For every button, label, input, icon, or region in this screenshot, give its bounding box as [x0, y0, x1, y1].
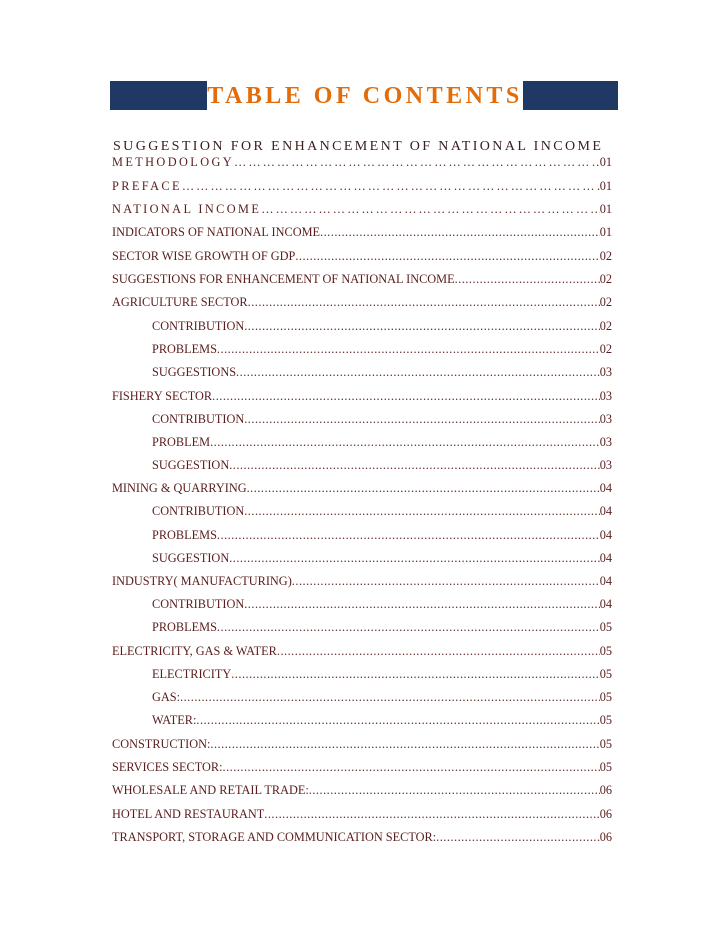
toc-page-number: 05: [599, 690, 612, 704]
page-title: TABLE OF CONTENTS: [207, 83, 523, 109]
dot-leader: [234, 154, 600, 170]
dot-leader: [231, 666, 599, 682]
toc-entry[interactable]: [112, 829, 612, 845]
toc-entry-label: CONTRIBUTION: [152, 504, 245, 518]
toc-entry[interactable]: [112, 573, 612, 589]
dot-leader: [217, 527, 600, 543]
toc-page-number: 02: [599, 249, 612, 263]
toc-entry-label: PREFACE: [112, 179, 182, 193]
dot-leader: [455, 271, 600, 287]
toc-subentry[interactable]: [152, 619, 612, 635]
toc-entry-label: PROBLEMS: [152, 620, 217, 634]
toc-entry-label: WATER:: [152, 713, 197, 727]
toc-page-number: 04: [599, 504, 612, 518]
toc-entry-label: CONTRIBUTION: [152, 597, 245, 611]
toc-page-number: 03: [599, 458, 612, 472]
toc-subentry[interactable]: [152, 411, 612, 427]
dot-leader: [182, 178, 600, 194]
dot-leader: [210, 736, 599, 752]
toc-entry[interactable]: [112, 806, 612, 822]
dot-leader: [217, 619, 600, 635]
toc-page-number: 05: [599, 737, 612, 751]
toc-page-number: 04: [599, 574, 612, 588]
toc-entry-label: FISHERY SECTOR: [112, 389, 213, 403]
toc-entry-label: HOTEL AND RESTAURANT: [112, 807, 265, 821]
dot-leader: [229, 550, 600, 566]
dot-leader: [436, 829, 600, 845]
toc-entry[interactable]: [112, 178, 612, 194]
toc-page-number: 05: [599, 644, 612, 658]
toc-subentry[interactable]: [152, 550, 612, 566]
toc-page-number: 02: [599, 319, 612, 333]
toc-page-number: 04: [599, 481, 612, 495]
dot-leader: [247, 480, 600, 496]
dot-leader: [292, 573, 600, 589]
toc-page-number: 02: [599, 295, 612, 309]
toc-page-number: 02: [599, 272, 612, 286]
title-band: [110, 81, 618, 110]
dot-leader: [248, 294, 600, 310]
toc-page-number: 05: [599, 620, 612, 634]
dot-leader: [295, 248, 599, 264]
toc-page-number: 01: [599, 155, 612, 169]
toc-entry-label: MINING & QUARRYING: [112, 481, 247, 495]
toc-page-number: 03: [599, 412, 612, 426]
toc-entry[interactable]: [112, 154, 612, 170]
dot-leader: [244, 318, 599, 334]
toc-entry-label: INDUSTRY( MANUFACTURING): [112, 574, 292, 588]
toc-entry[interactable]: [112, 782, 612, 798]
dot-leader: [223, 759, 600, 775]
toc-subentry[interactable]: [152, 689, 612, 705]
toc-entry-label: AGRICULTURE SECTOR: [112, 295, 248, 309]
toc-page-number: 01: [599, 202, 612, 216]
toc-entry-label: SUGGESTION: [152, 551, 230, 565]
toc-page-number: 01: [599, 225, 612, 239]
toc-entry-label: CONTRIBUTION: [152, 319, 245, 333]
dot-leader: [320, 224, 600, 240]
toc-page-number: 05: [599, 760, 612, 774]
toc-entry-label: PROBLEM: [152, 435, 211, 449]
toc-entry[interactable]: [112, 480, 612, 496]
dot-leader: [264, 806, 599, 822]
toc-entry-label: CONTRIBUTION: [152, 412, 245, 426]
dot-leader: [244, 596, 599, 612]
dot-leader: [277, 643, 600, 659]
toc-entry-label: PROBLEMS: [152, 342, 217, 356]
toc-page-number: 04: [599, 528, 612, 542]
toc-page-number: 05: [599, 713, 612, 727]
toc-subentry[interactable]: [152, 457, 612, 473]
toc-entry-label: CONSTRUCTION:: [112, 737, 211, 751]
toc-page-number: 01: [599, 179, 612, 193]
toc-entry-label: GAS:: [152, 690, 181, 704]
dot-leader: [210, 434, 600, 450]
toc-entry-label: SUGGESTIONS: [152, 365, 237, 379]
toc-subentry[interactable]: [152, 364, 612, 380]
toc-entry[interactable]: [112, 388, 612, 404]
dot-leader: [261, 201, 599, 217]
toc-page-number: 05: [599, 667, 612, 681]
dot-leader: [309, 782, 600, 798]
toc-entry-label: SUGGESTIONS FOR ENHANCEMENT OF NATIONAL INCOME: [112, 272, 455, 286]
toc-entry-label: TRANSPORT, STORAGE AND COMMUNICATION SECTOR:: [112, 830, 437, 844]
toc-subentry[interactable]: [152, 666, 612, 682]
toc-entry[interactable]: [112, 759, 612, 775]
toc-entry-label: METHODOLOGY: [112, 155, 235, 169]
toc-entry-label: SUGGESTION: [152, 458, 230, 472]
dot-leader: [217, 341, 600, 357]
document-subtitle: SUGGESTION FOR ENHANCEMENT OF NATIONAL INCOME: [113, 139, 604, 154]
toc-entry[interactable]: [112, 643, 612, 659]
toc-page-number: 04: [599, 551, 612, 565]
toc-entry[interactable]: [112, 224, 612, 240]
dot-leader: [229, 457, 600, 473]
toc-entry-label: PROBLEMS: [152, 528, 217, 542]
toc-entry-label: NATIONAL INCOME: [112, 202, 262, 216]
dot-leader: [244, 411, 599, 427]
toc-page-number: 04: [599, 597, 612, 611]
toc-entry-label: SECTOR WISE GROWTH OF GDP: [112, 249, 296, 263]
toc-subentry[interactable]: [152, 712, 612, 728]
dot-leader: [196, 712, 599, 728]
toc-entry[interactable]: [112, 271, 612, 287]
toc-page-number: 06: [599, 830, 612, 844]
dot-leader: [212, 388, 600, 404]
toc-entry[interactable]: [112, 294, 612, 310]
toc-subentry[interactable]: [152, 318, 612, 334]
toc-entry[interactable]: [112, 201, 612, 217]
toc-entry-label: ELECTRICITY: [152, 667, 232, 681]
toc-subentry[interactable]: [152, 341, 612, 357]
dot-leader: [244, 503, 599, 519]
dot-leader: [180, 689, 600, 705]
toc-page-number: 02: [599, 342, 612, 356]
toc-subentry[interactable]: [152, 434, 612, 450]
toc-page-number: 06: [599, 807, 612, 821]
toc-page-number: 06: [599, 783, 612, 797]
toc-entry-label: INDICATORS OF NATIONAL INCOME: [112, 225, 321, 239]
toc-page-number: 03: [599, 365, 612, 379]
toc-page-number: 03: [599, 435, 612, 449]
toc-subentry[interactable]: [152, 596, 612, 612]
toc-subentry[interactable]: [152, 527, 612, 543]
toc-entry[interactable]: [112, 736, 612, 752]
toc-entry[interactable]: [112, 248, 612, 264]
dot-leader: [236, 364, 600, 380]
toc-entry-label: SERVICES SECTOR:: [112, 760, 223, 774]
toc-entry-label: ELECTRICITY, GAS & WATER: [112, 644, 277, 658]
toc-page-number: 03: [599, 389, 612, 403]
toc-subentry[interactable]: [152, 503, 612, 519]
toc-entry-label: WHOLESALE AND RETAIL TRADE:: [112, 783, 309, 797]
